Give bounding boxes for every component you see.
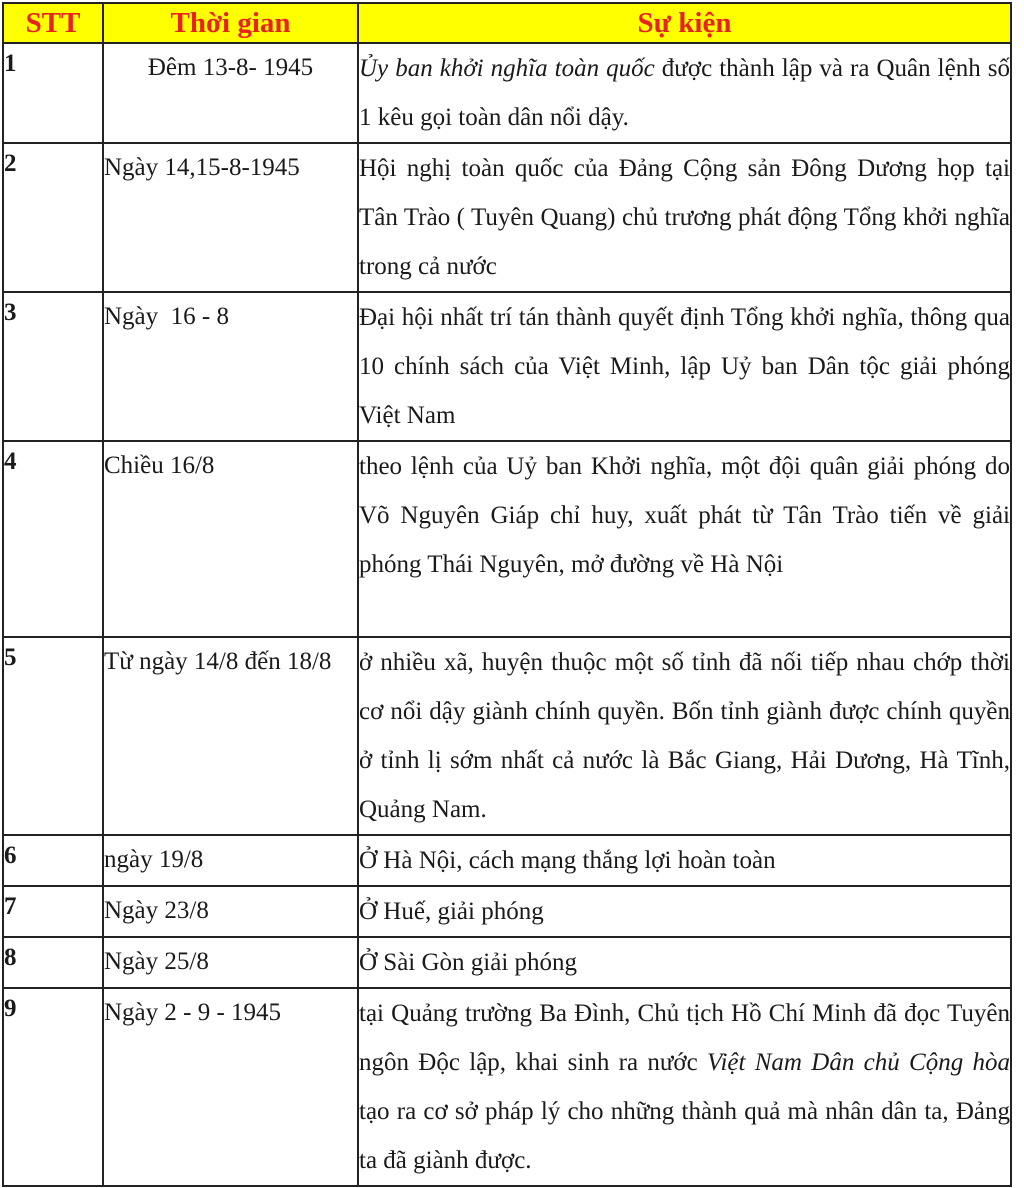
row-event — [358, 441, 1011, 637]
row-stt: 4 — [3, 441, 103, 637]
header-stt: STT — [3, 3, 103, 43]
table-row — [3, 937, 1011, 988]
row-event — [358, 43, 1011, 143]
table-row — [3, 637, 1011, 835]
row-stt: 8 — [3, 937, 103, 988]
table-row — [3, 988, 1011, 1186]
table-row — [3, 143, 1011, 292]
row-time: Chiều 16/8 — [103, 441, 358, 637]
table-row — [3, 835, 1011, 886]
row-event — [358, 143, 1011, 292]
event-text: ở nhiều xã, huyện thuộc một số tỉnh đã nối tiếp nhau chớp thời cơ nổi dậy giành chính quyền. Bốn tỉnh giành được chính quyền ở tỉnh lị sớm nhất cả nước là Bắc Giang, Hải Dương, Hà Tĩnh, Quảng Nam. — [359, 649, 1010, 823]
row-stt: 9 — [3, 988, 103, 1186]
row-time: Ngày 16 - 8 — [103, 292, 358, 441]
row-time: Từ ngày 14/8 đến 18/8 — [103, 637, 358, 835]
header-event: Sự kiện — [358, 3, 1011, 43]
row-stt: 2 — [3, 143, 103, 292]
row-event — [358, 835, 1011, 886]
event-text: Ở Huế, giải phóng — [359, 898, 544, 925]
row-time: Ngày 14,15-8-1945 — [103, 143, 358, 292]
table-row — [3, 292, 1011, 441]
event-italic: Việt Nam Dân chủ Cộng hòa — [707, 1049, 1010, 1076]
event-text: Ở Sài Gòn giải phóng — [359, 949, 578, 976]
event-italic: Ủy ban khởi nghĩa toàn quốc — [359, 55, 655, 82]
row-time: Ngày 23/8 — [103, 886, 358, 937]
row-time: Đêm 13-8- 1945 — [103, 43, 358, 143]
row-time: ngày 19/8 — [103, 835, 358, 886]
row-stt: 5 — [3, 637, 103, 835]
row-event — [358, 886, 1011, 937]
row-stt: 6 — [3, 835, 103, 886]
event-text: Ở Hà Nội, cách mạng thắng lợi hoàn toàn — [359, 847, 776, 874]
event-text: Hội nghị toàn quốc của Đảng Cộng sản Đông Dương họp tại Tân Trào ( Tuyên Quang) chủ trương phát động Tổng khởi nghĩa trong cả nước — [359, 155, 1010, 280]
event-text: theo lệnh của Uỷ ban Khởi nghĩa, một đội quân giải phóng do Võ Nguyên Giáp chỉ huy, xuất phát từ Tân Trào tiến về giải phóng Thái Nguyên, mở đường về Hà Nội — [359, 453, 1010, 578]
row-event — [358, 637, 1011, 835]
event-text-continued: tạo ra cơ sở pháp lý cho những thành quả mà nhân dân ta, Đảng ta đã giành được. — [359, 1098, 1010, 1174]
event-text: Đại hội nhất trí tán thành quyết định Tổng khởi nghĩa, thông qua 10 chính sách của Việt Minh, lập Uỷ ban Dân tộc giải phóng Việt Nam — [359, 304, 1010, 429]
row-stt: 1 — [3, 43, 103, 143]
event-text: được thành lập và ra Quân lệnh số 1 kêu gọi toàn dân nổi dậy. — [359, 55, 1010, 131]
row-event — [358, 988, 1011, 1186]
table-header-row — [3, 3, 1011, 43]
row-time: Ngày 2 - 9 - 1945 — [103, 988, 358, 1186]
event-text: tại Quảng trường Ba Đình, Chủ tịch Hồ Chí Minh đã đọc Tuyên ngôn Độc lập, khai sinh ra nước — [359, 1000, 1010, 1076]
row-stt: 7 — [3, 886, 103, 937]
table-row — [3, 43, 1011, 143]
row-stt: 3 — [3, 292, 103, 441]
table-row — [3, 441, 1011, 637]
row-time: Ngày 25/8 — [103, 937, 358, 988]
row-event — [358, 292, 1011, 441]
header-time: Thời gian — [103, 3, 358, 43]
table-row — [3, 886, 1011, 937]
events-table — [2, 2, 1012, 1187]
row-event — [358, 937, 1011, 988]
